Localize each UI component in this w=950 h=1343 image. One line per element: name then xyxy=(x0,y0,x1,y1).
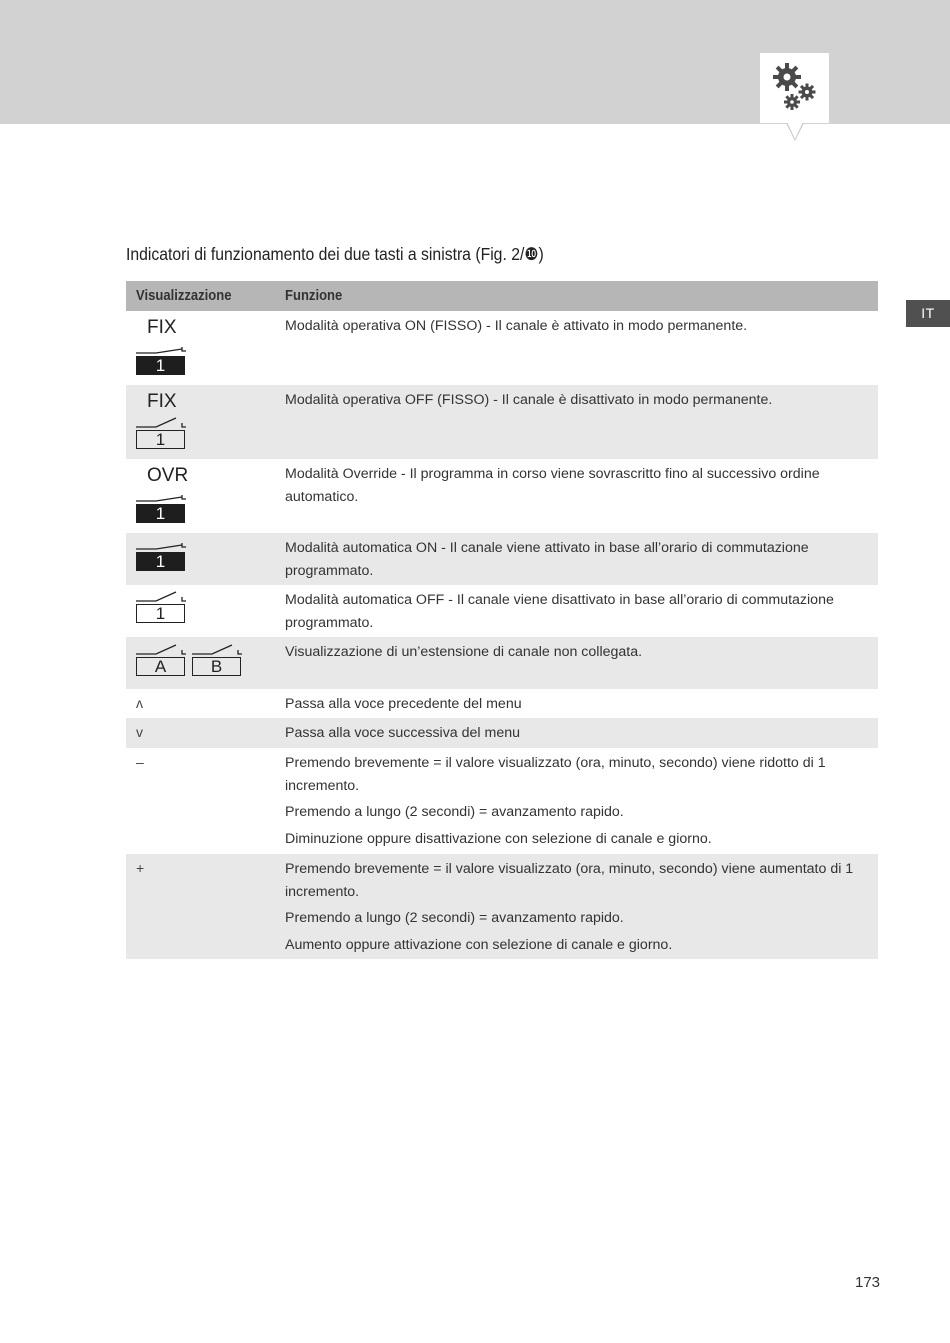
display-label: FIX xyxy=(147,391,177,412)
switch-open-icon xyxy=(192,644,246,656)
key-symbol: v xyxy=(136,724,143,740)
function-cell xyxy=(285,589,860,638)
function-cell xyxy=(285,693,860,720)
function-cell xyxy=(285,315,860,342)
function-text: Premendo brevemente = il valore visualizzato (ora, minuto, secondo) viene ridotto di 1 incremento. xyxy=(285,755,826,794)
display-cell xyxy=(136,459,276,523)
display-cell xyxy=(136,533,276,593)
function-cell xyxy=(285,722,860,749)
channel-box: 1 xyxy=(136,430,185,449)
key-symbol: – xyxy=(136,754,144,770)
switch-open-icon xyxy=(136,591,190,603)
header-funzione: Funzione xyxy=(285,288,343,304)
function-text: Visualizzazione di un’estensione di canale non collegata. xyxy=(285,644,643,660)
channel-box: 1 xyxy=(136,356,185,375)
display-cell xyxy=(136,311,276,375)
key-symbol: ʌ xyxy=(136,695,143,711)
channel-box: B xyxy=(192,657,241,676)
channel-box: 1 xyxy=(136,604,185,623)
function-cell xyxy=(285,858,860,960)
display-cell xyxy=(136,637,276,697)
channel-box: 1 xyxy=(136,552,185,571)
switch-closed-icon xyxy=(136,491,190,503)
function-cell xyxy=(285,752,860,854)
function-text: Aumento oppure attivazione con selezione di canale e giorno. xyxy=(285,936,673,953)
function-cell xyxy=(285,389,860,416)
function-text: Modalità automatica ON - Il canale viene attivato in base all’orario di commutazione programmato. xyxy=(285,540,809,579)
function-text: Modalità operativa ON (FISSO) - Il canale è attivato in modo permanente. xyxy=(285,318,748,334)
function-text: Passa alla voce successiva del menu xyxy=(285,725,521,741)
function-cell xyxy=(285,463,860,512)
key-symbol: + xyxy=(136,860,145,876)
display-cell xyxy=(136,385,276,449)
function-text: Premendo brevemente = il valore visualizzato (ora, minuto, secondo) viene aumentato di 1 incremento. xyxy=(285,861,854,900)
display-cell xyxy=(136,585,276,645)
switch-open-icon xyxy=(136,644,190,656)
switch-open-icon xyxy=(136,417,190,429)
section-title: Indicatori di funzionamento dei due tasti a sinistra (Fig. 2/❿) xyxy=(126,244,544,264)
function-text: Diminuzione oppure disattivazione con selezione di canale e giorno. xyxy=(285,830,712,847)
callout-pointer xyxy=(787,122,803,139)
channel-box: 1 xyxy=(136,504,185,523)
header-visualizzazione: Visualizzazione xyxy=(136,288,232,304)
display-cell xyxy=(136,854,276,914)
function-text: Passa alla voce precedente del menu xyxy=(285,696,522,712)
language-tab: IT xyxy=(906,300,950,327)
page-number: 173 xyxy=(855,1274,881,1291)
function-cell xyxy=(285,537,860,586)
switch-closed-icon xyxy=(136,539,190,551)
table-header xyxy=(126,281,878,311)
gears-icon xyxy=(768,60,822,114)
display-cell xyxy=(136,748,276,808)
function-text: Modalità Override - Il programma in corso viene sovrascritto fino al successivo ordine automatico. xyxy=(285,466,820,505)
display-label: OVR xyxy=(147,465,189,486)
switch-closed-icon xyxy=(136,343,190,355)
display-label: FIX xyxy=(147,317,177,338)
function-text: Modalità operativa OFF (FISSO) - Il canale è disattivato in modo permanente. xyxy=(285,392,773,408)
function-text: Premendo a lungo (2 secondi) = avanzamento rapido. xyxy=(285,910,624,926)
function-text: Modalità automatica OFF - Il canale viene disattivato in base all’orario di commutazione programmato. xyxy=(285,592,834,631)
function-text: Premendo a lungo (2 secondi) = avanzamento rapido. xyxy=(285,804,624,820)
channel-box: A xyxy=(136,657,185,676)
function-cell xyxy=(285,641,860,668)
